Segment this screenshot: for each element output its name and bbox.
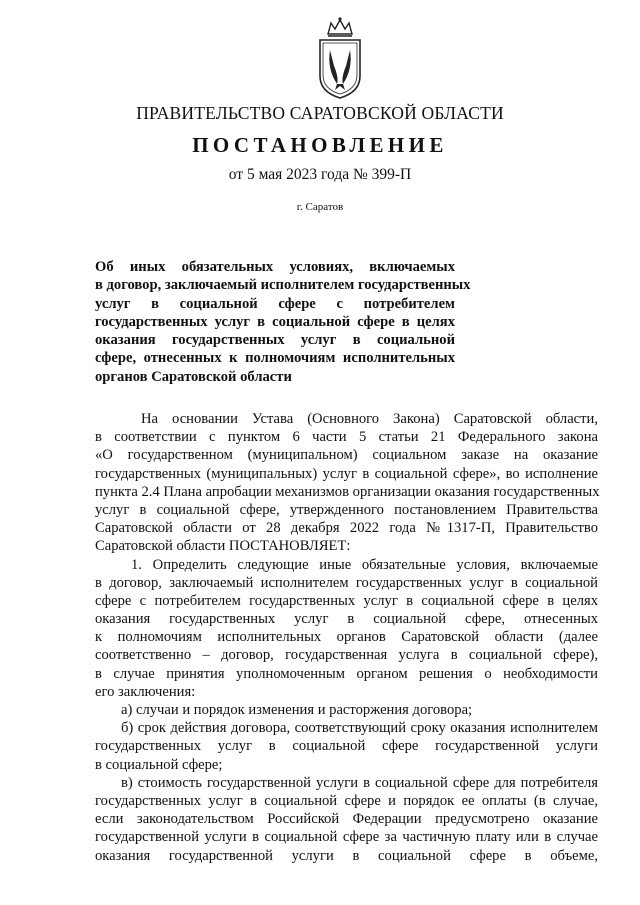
body-line: услуг в социальной сфере, утвержденного постановлением Правительства	[95, 501, 598, 518]
title-line: услуг в социальной сфере с потребителем	[95, 295, 455, 312]
document-type: ПОСТАНОВЛЕНИЕ	[192, 133, 448, 157]
body-line: сфере с потребителем государственных услуг в социальной сфере в целях	[95, 592, 598, 609]
document-body	[95, 410, 598, 865]
body-line: в соответствии с пунктом 6 части 5 статьи 21 Федерального закона	[95, 429, 598, 446]
document-title	[95, 258, 471, 386]
coat-of-arms-icon	[315, 14, 365, 102]
title-line: государственных услуг в социальной сфере в целях	[95, 313, 455, 330]
title-line: Об иных обязательных условиях, включаемых	[95, 259, 455, 275]
body-line: соответственно – договор, государственная услуга в социальной сфере),	[95, 647, 598, 664]
body-line: а) случаи и порядок изменения и расторжения договора;	[121, 702, 473, 718]
body-line: в случае принятия уполномоченным органом решения о необходимости	[95, 665, 598, 682]
body-line: Саратовской области от 28 декабря 2022 года №1317-П, Правительство	[95, 520, 598, 537]
body-line: На основании Устава (Основного Закона) Саратовской области,	[141, 411, 598, 427]
body-line: в социальной сфере;	[95, 756, 223, 773]
body-line: государственных услуг в социальной сфере государственной услуги	[95, 738, 598, 755]
title-line: сфере, отнесенных к полномочиям исполнительных	[95, 350, 455, 367]
date-and-number: от 5 мая 2023 года № 399-П	[228, 166, 412, 183]
government-name: ПРАВИТЕЛЬСТВО САРАТОВСКОЙ ОБЛАСТИ	[136, 103, 504, 123]
body-line: 1. Определить следующие иные обязательные условия, включаемые	[131, 556, 598, 573]
body-line: Саратовской области ПОСТАНОВЛЯЕТ:	[95, 538, 351, 555]
body-line: если законодательством Российской Федерации предусмотрено оказание	[95, 811, 598, 828]
body-line: оказания государственной услуги в социальной сфере в объеме,	[95, 847, 598, 864]
title-line: органов Саратовской области	[95, 368, 292, 385]
body-line: в) стоимость государственной услуги в социальной сфере для потребителя	[121, 774, 598, 791]
city-name: г. Саратов	[296, 201, 344, 213]
body-line: пункта 2.4 Плана апробации механизмов организации оказания государственных	[95, 483, 600, 500]
body-line: государственных услуг в социальной сфере и порядок ее оплаты (в случае,	[95, 792, 598, 809]
body-line: оказания государственных услуг в социальной сфере, отнесенных	[95, 611, 598, 628]
body-line: его заключения:	[95, 683, 196, 700]
title-line: оказания государственных услуг в социальной	[95, 332, 455, 349]
body-line: к полномочиям исполнительных органов Саратовской области (далее	[95, 629, 598, 646]
title-line: в договор, заключаемый исполнителем государственных	[95, 277, 471, 294]
body-line: государственных (муниципальных) услуг в социальной сфере», во исполнение	[95, 465, 598, 482]
body-line: государственной услуги в социальной сфере за частичную плату или в случае	[95, 829, 598, 846]
body-line: б) срок действия договора, соответствующий сроку оказания исполнителем	[121, 720, 598, 737]
body-line: в договор, заключаемый исполнителем государственных услуг в социальной	[95, 574, 598, 591]
body-line: «О государственном (муниципальном) социальном заказе на оказание	[95, 447, 598, 464]
